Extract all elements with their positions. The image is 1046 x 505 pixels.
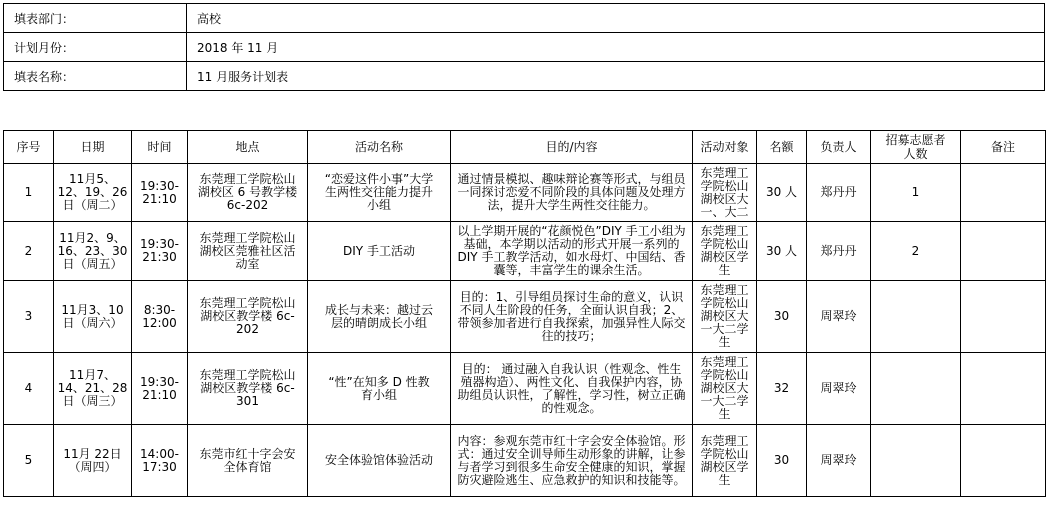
header-activity: 活动名称	[308, 131, 451, 164]
row-location-text: 东莞理工学院松山湖校区莞雅社区活动室	[199, 230, 296, 271]
department-label: 填表部门：	[4, 4, 187, 33]
row-audience-text: 东莞理工学院松山湖校区大一、大二	[700, 165, 749, 219]
row-activity-text: “恋爱这件小事”大学生两性交往能力提升小组	[324, 172, 434, 212]
month-label: 计划月份：	[4, 33, 187, 62]
row-no: 5	[4, 425, 54, 497]
row-lead: 郑丹丹	[807, 222, 871, 281]
department-value: 高校	[187, 4, 1045, 33]
form-name-value: 11 月服务计划表	[187, 62, 1045, 91]
row-date-text: 11月7、14、21、28日（周三）	[57, 368, 128, 408]
row-lead: 周翠玲	[807, 281, 871, 353]
row-time	[132, 164, 188, 222]
row-quota: 30 人	[757, 222, 807, 281]
row-time	[132, 353, 188, 425]
header-quota: 名额	[757, 131, 807, 164]
row-location	[188, 281, 308, 353]
row-quota: 30	[757, 281, 807, 353]
row-location	[188, 222, 308, 281]
row-date	[54, 281, 132, 353]
row-location-text: 东莞理工学院松山湖校区 6 号教学楼 6c-202	[197, 172, 298, 212]
row-date-text: 11月 22日（周四）	[63, 446, 122, 474]
row-activity	[308, 281, 451, 353]
row-audience-text: 东莞理工学院松山湖校区大一大二学生	[700, 355, 749, 421]
row-location-text: 东莞理工学院松山湖校区教学楼 6c-202	[199, 296, 296, 336]
row-volunteers: 2	[871, 222, 961, 281]
header-no: 序号	[4, 131, 54, 164]
header-audience	[693, 131, 757, 164]
header-audience-text: 活动对象	[700, 140, 749, 154]
row-no: 2	[4, 222, 54, 281]
row-location-text: 东莞市红十字会安全体育馆	[199, 446, 296, 474]
row-activity-text: “性”在知多 D 性教育小组	[328, 374, 430, 402]
header-lead: 负责人	[807, 131, 871, 164]
row-audience	[693, 425, 757, 497]
table-header-row	[4, 131, 1046, 164]
service-plan-table	[3, 130, 1046, 497]
row-lead: 周翠玲	[807, 353, 871, 425]
row-quota: 30 人	[757, 164, 807, 222]
table-row	[4, 281, 1046, 353]
row-date	[54, 425, 132, 497]
row-date	[54, 164, 132, 222]
row-lead: 郑丹丹	[807, 164, 871, 222]
header-purpose: 目的/内容	[451, 131, 693, 164]
row-activity	[308, 353, 451, 425]
row-location	[188, 164, 308, 222]
row-lead: 周翠玲	[807, 425, 871, 497]
row-activity-text: DIY 手工活动	[343, 243, 415, 258]
row-date-text: 11月3、10日（周六）	[61, 302, 124, 330]
row-purpose: 目的： 通过融入自我认识（性观念、性生殖器构造）、两性文化、自我保护内容，协助组员认识性，了解性，学习性，树立正确的性观念。	[451, 353, 693, 425]
row-remark	[961, 353, 1046, 425]
row-activity-text: 安全体验馆体验活动	[324, 453, 433, 467]
row-activity-text: 成长与未来：越过云层的晴朗成长小组	[324, 302, 433, 330]
header-volunteers-text: 招募志愿者人数	[885, 133, 946, 161]
row-audience	[693, 353, 757, 425]
row-time-text: 19:30-21:30	[140, 237, 179, 264]
row-audience-text: 东莞理工学院松山湖校区大一大二学生	[700, 283, 749, 349]
row-quota: 30	[757, 425, 807, 497]
row-time-text: 14:00-17:30	[140, 446, 179, 474]
header-volunteers	[871, 131, 961, 164]
row-no: 3	[4, 281, 54, 353]
row-location	[188, 353, 308, 425]
row-audience-text: 东莞理工学院松山湖校区学生	[700, 433, 749, 487]
row-quota: 32	[757, 353, 807, 425]
row-volunteers: 1	[871, 164, 961, 222]
row-volunteers	[871, 353, 961, 425]
row-activity	[308, 222, 451, 281]
row-volunteers	[871, 425, 961, 497]
row-remark	[961, 281, 1046, 353]
row-remark	[961, 425, 1046, 497]
row-purpose: 通过情景模拟、趣味辩论赛等形式，与组员一同探讨恋爱不同阶段的具体问题及处理方法，提升大学生两性交往能力。	[451, 164, 693, 222]
row-no: 4	[4, 353, 54, 425]
row-purpose: 目的：1、引导组员探讨生命的意义，认识不同人生阶段的任务，全面认识自我；2、带领参加者进行自我探索，加强异性人际交往的技巧；	[451, 281, 693, 353]
row-audience	[693, 222, 757, 281]
row-time-text: 19:30-21:10	[140, 178, 179, 206]
row-time	[132, 281, 188, 353]
row-time-text: 19:30-21:10	[140, 374, 179, 402]
row-activity	[308, 164, 451, 222]
row-purpose: 内容：参观东莞市红十字会安全体验馆。形式：通过安全训导师生动形象的讲解，让参与者学习到很多生命安全健康的知识，掌握防灾避险逃生、应急救护的知识和技能等。	[451, 425, 693, 497]
header-location: 地点	[188, 131, 308, 164]
row-remark	[961, 222, 1046, 281]
row-date	[54, 353, 132, 425]
row-time	[132, 222, 188, 281]
row-date-text: 11月2、9、16、23、30日（周五）	[57, 230, 128, 271]
month-value: 2018 年 11 月	[187, 33, 1045, 62]
row-remark	[961, 164, 1046, 222]
header-time: 时间	[132, 131, 188, 164]
row-date	[54, 222, 132, 281]
info-row-month	[4, 33, 1045, 62]
header-remark: 备注	[961, 131, 1046, 164]
row-date-text: 11月5、12、19、26日（周二）	[57, 172, 128, 212]
table-row	[4, 353, 1046, 425]
table-row	[4, 425, 1046, 497]
row-volunteers	[871, 281, 961, 353]
row-time	[132, 425, 188, 497]
row-audience-text: 东莞理工学院松山湖校区学生	[700, 224, 749, 277]
row-time-text: 8:30-12:00	[142, 302, 177, 330]
row-location	[188, 425, 308, 497]
row-location-text: 东莞理工学院松山湖校区教学楼 6c-301	[199, 368, 296, 408]
table-row	[4, 222, 1046, 281]
info-table	[3, 3, 1045, 91]
header-date: 日期	[54, 131, 132, 164]
row-audience	[693, 281, 757, 353]
form-name-label: 填表名称：	[4, 62, 187, 91]
table-row	[4, 164, 1046, 222]
row-audience	[693, 164, 757, 222]
info-row-form-name	[4, 62, 1045, 91]
row-activity	[308, 425, 451, 497]
row-purpose: 以上学期开展的“花颜悦色”DIY 手工小组为基础，本学期以活动的形式开展一系列的DIY 手工教学活动，如水母灯、中国结、香囊等，丰富学生的课余生活。	[451, 222, 693, 281]
info-row-department	[4, 4, 1045, 33]
row-no: 1	[4, 164, 54, 222]
